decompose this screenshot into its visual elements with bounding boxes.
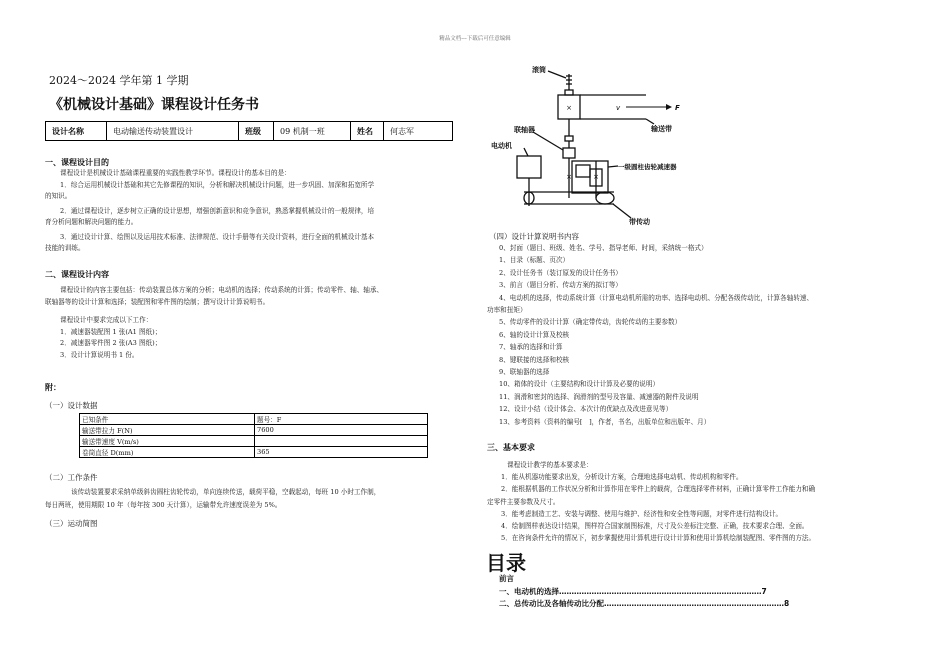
class-label: 班级 bbox=[239, 122, 274, 141]
list-item: 4、电动机的选择，传动系统计算（计算电动机所需的功率、选择电动机、分配各级传动比，计算各轴转速、 bbox=[499, 293, 814, 302]
work-item: 2．减速器零件图 2 张(A3 图纸)； bbox=[60, 339, 162, 347]
table-row bbox=[80, 414, 428, 425]
section1-line: 育分析问题和解决问题的能力。 bbox=[45, 218, 138, 226]
list-item: 0、封面（题目、班级、姓名、学号、指导老师、时间，采纳统一格式） bbox=[499, 244, 708, 252]
gear-1 bbox=[576, 165, 590, 177]
section1-line: 2．通过课程设计，逐步树立正确的设计思想，增强创新意识和竞争意识，熟悉掌握机械设计的一般规律，培 bbox=[60, 206, 375, 215]
data-title: （一）设计数据 bbox=[45, 401, 98, 410]
list-item: 11、润滑和密封的选择、润滑剂的型号及容量、减速器的附件及说明 bbox=[499, 392, 699, 401]
work-item: 1．减速器装配图 1 张(A1 图纸)； bbox=[60, 327, 162, 336]
table-cell: 已知条件 bbox=[80, 414, 255, 425]
toc-preface: 前言 bbox=[499, 574, 514, 583]
label-drum: 滚筒 bbox=[532, 66, 546, 74]
section1-line: 技能的训练。 bbox=[45, 244, 85, 252]
toc-leader: ……………………………………………………………… bbox=[604, 599, 784, 608]
section3-title: 三、基本要求 bbox=[487, 443, 535, 452]
toc-item-label: 一、电动机的选择 bbox=[499, 587, 559, 596]
section1-title: 一、课程设计目的 bbox=[45, 158, 109, 167]
svg-text:×: × bbox=[566, 173, 572, 181]
section3-line: 5．在咨询条件允许的情况下，初步掌握使用计算机进行设计计算和使用计算机绘制装配图、零件图的方法。 bbox=[501, 534, 816, 543]
coupling-shape bbox=[563, 148, 575, 158]
doc-title: 《机械设计基础》课程设计任务书 bbox=[49, 97, 259, 113]
toc-item-label: 二、总传动比及各轴传动比分配 bbox=[499, 599, 604, 608]
list-item: 3、前言（题目分析、传动方案的拟订等） bbox=[499, 281, 622, 290]
toc-title: 目录 bbox=[486, 551, 526, 575]
toc-item-2[interactable] bbox=[499, 598, 789, 609]
cond-body bbox=[45, 486, 465, 512]
list-item: 2、设计任务书（装订原发的设计任务书） bbox=[499, 268, 622, 277]
appendix-title: 附： bbox=[45, 383, 61, 392]
list-item: 9、联轴器的选择 bbox=[499, 368, 550, 377]
section3-body bbox=[487, 459, 917, 544]
table-row bbox=[80, 447, 428, 458]
table-cell: 365 bbox=[255, 447, 428, 458]
table-row bbox=[80, 436, 428, 447]
list-item: 5、传动零件的设计计算（确定带传动，齿轮传动的主要参数） bbox=[499, 318, 682, 327]
section4-title: （四）设计计算说明书内容 bbox=[489, 232, 579, 241]
list-item: 10、箱体的设计（主要结构和设计计算及必要的说明） bbox=[499, 380, 660, 389]
label-velocity: v bbox=[616, 104, 621, 112]
label-force: F bbox=[675, 104, 680, 112]
section3-line: 2．能根据机器的工作状况分析和计算作用在零件上的载荷，合理选择零件材料，正确计算零件工作能力和确 bbox=[501, 485, 816, 494]
list-item: 12、设计小结（设计体会、本次计的优缺点及改进意见等） bbox=[499, 405, 673, 414]
toc-item-page: 8 bbox=[784, 599, 790, 608]
svg-text:×: × bbox=[566, 104, 572, 112]
semester: 2024～2024 学年第 1 学期 bbox=[49, 74, 189, 87]
table-row bbox=[80, 425, 428, 436]
name-label: 设计名称 bbox=[46, 122, 107, 141]
section3-line: 定零件主要参数及尺寸。 bbox=[487, 497, 560, 506]
section2-title: 二、课程设计内容 bbox=[45, 270, 109, 279]
section1-line: 的知识。 bbox=[45, 192, 72, 200]
label-reducer: 一级圆柱齿轮减速器 bbox=[618, 163, 677, 171]
list-item: 7、轴承的选择和计算 bbox=[499, 343, 563, 352]
cond-line: 每日两班，使用期限 10 年（每年按 300 天计算），运输带允许速度误差为 5%。 bbox=[45, 501, 282, 509]
section2-line: 联轴器等的设计计算和选择；装配图和零件图的绘制；撰写设计计算说明书。 bbox=[45, 297, 270, 306]
page-header: 精品文档---下载后可任意编辑 bbox=[439, 36, 511, 42]
section4-list bbox=[487, 242, 919, 428]
kinematic-diagram bbox=[488, 66, 688, 231]
table-cell bbox=[255, 436, 428, 447]
cond-line: 该传动装置要求采纳单级斜齿圆柱齿轮传动，单向连续传送，载荷平稳，空载起动，每班 10 小时工作制， bbox=[71, 488, 381, 496]
name-value: 电动输送传动装置设计 bbox=[107, 122, 239, 141]
bearing-top bbox=[565, 90, 573, 95]
list-item: 13、参考资料（资料的编号[ ]，作者，书名，出版单位和出版年、月） bbox=[499, 417, 711, 426]
table-cell: 输送带拉力 F(N) bbox=[80, 425, 255, 436]
work-item: 3．设计计算说明书 1 份。 bbox=[60, 350, 139, 359]
label-belt: 输送带 bbox=[651, 125, 672, 133]
design-data-table bbox=[79, 413, 428, 458]
section3-line: 1．能从机器功能要求出发，分析设计方案，合理地选择电动机、传动机构和零件。 bbox=[501, 473, 743, 482]
motor-body bbox=[517, 156, 541, 178]
table-cell: 卷筒直径 D(mm) bbox=[80, 447, 255, 458]
toc-item-page: 7 bbox=[761, 587, 767, 596]
section2-line: 课程设计的内容主要包括：传动装置总体方案的分析；电动机的选择；传动系统的计算；传动零件、轴、轴承、 bbox=[60, 286, 384, 294]
section1-body bbox=[45, 168, 465, 255]
svg-text:×: × bbox=[593, 173, 599, 181]
work-intro: 课程设计中要求完成以下工作： bbox=[60, 316, 153, 324]
diagram-title: （三）运动简图 bbox=[45, 519, 98, 528]
info-table bbox=[45, 121, 453, 141]
label-belt-drive: 带传动 bbox=[629, 218, 650, 226]
cond-title: （二）工作条件 bbox=[45, 473, 98, 482]
list-item: 1、目录（标题、页次） bbox=[499, 256, 570, 265]
section3-line: 3．能考虑制造工艺、安装与调整、使用与维护、经济性和安全性等问题，对零件进行结构设计。 bbox=[501, 509, 783, 518]
section3-line: 4．绘制图样表达设计结果，图样符合国家制图标准，尺寸及公差标注完整、正确，技术要求合理、全面。 bbox=[501, 522, 809, 531]
table-cell: 输送带速度 V(m/s) bbox=[80, 436, 255, 447]
section1-line: 3．通过设计计算、绘图以及运用技术标准、法律规范、设计手册等有关设计资料，进行全面的机械设计基本 bbox=[60, 232, 375, 241]
class-value: 09 机制一班 bbox=[274, 122, 351, 141]
table-cell: 7600 bbox=[255, 425, 428, 436]
label-coupling: 联轴器 bbox=[514, 126, 535, 134]
section1-line: 课程设计是机械设计基础课程重要的实践性教学环节。课程设计的基本目的是： bbox=[60, 169, 291, 177]
section2-body bbox=[45, 285, 465, 361]
list-item: 6、轴的设计计算及校核 bbox=[499, 330, 570, 339]
toc-leader: ……………………………………………………………………… bbox=[559, 587, 762, 596]
table-cell: 题号：F bbox=[255, 414, 428, 425]
label-motor: 电动机 bbox=[491, 142, 512, 150]
list-item: 功率和扭矩） bbox=[487, 306, 527, 315]
section1-line: 1．综合运用机械设计基础和其它先修课程的知识，分析和解决机械设计问题，进一步巩固、加深和拓宽所学 bbox=[60, 180, 375, 189]
toc-item-1[interactable] bbox=[499, 586, 767, 597]
student-label: 姓名 bbox=[351, 122, 384, 141]
section3-line: 课程设计教学的基本要求是： bbox=[507, 461, 593, 469]
student-value: 何志军 bbox=[384, 122, 453, 141]
list-item: 8、键联接的选择和校核 bbox=[499, 355, 570, 364]
